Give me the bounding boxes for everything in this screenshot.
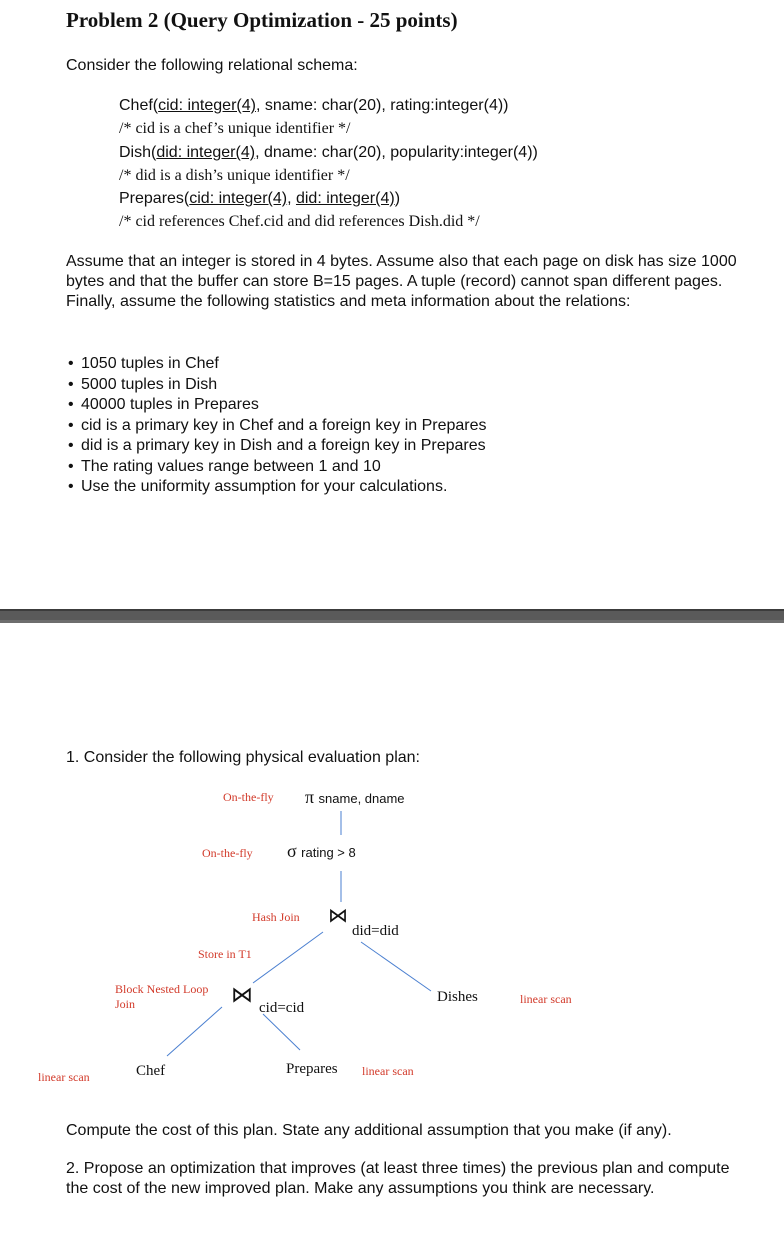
hash-join-symbol: ⋈	[328, 905, 348, 927]
pi-symbol: π	[305, 787, 315, 807]
chef-access-method: linear scan	[38, 1070, 90, 1084]
projection-annotation: On-the-fly	[223, 790, 274, 804]
list-item: • The rating values range between 1 and 10	[66, 457, 487, 478]
prepares-leaf: Prepares	[286, 1061, 338, 1077]
projection-node	[305, 787, 405, 808]
dish-relation-name: Dish(	[119, 144, 157, 161]
chef-relation-name: Chef(	[119, 97, 159, 114]
edge-bnl-chef	[167, 1007, 222, 1056]
question-2: 2. Propose an optimization that improves (at least three times) the previous plan and compute the cost of the new improved plan. Make any assumptions you think are necessary.	[66, 1160, 730, 1197]
prepares-access-method: linear scan	[362, 1064, 414, 1078]
intro-text: Consider the following relational schema:	[66, 57, 358, 74]
hash-join-condition: did=did	[352, 923, 399, 939]
dishes-leaf: Dishes	[437, 989, 478, 1005]
selection-annotation: On-the-fly	[202, 846, 253, 860]
chef-leaf: Chef	[136, 1063, 166, 1079]
hash-join-annotation: Hash Join	[252, 910, 300, 924]
schema-chef-comment: /* cid is a chef’s unique identifier */	[119, 120, 351, 137]
bnl-annotation	[115, 982, 208, 1012]
prepares-key-did: did: integer(4)	[295, 190, 395, 207]
edge-hashjoin-bnl	[253, 932, 323, 983]
edge-bnl-prepares	[263, 1014, 300, 1050]
bnl-join-condition: cid=cid	[259, 1000, 305, 1016]
chef-primary-key: cid: integer(4)	[158, 97, 256, 114]
schema-prepares-comment: /* cid references Chef.cid and did references Dish.did */	[119, 213, 480, 230]
bnl-join-symbol: ⋈	[231, 982, 253, 1007]
problem-title: Problem 2 (Query Optimization - 25 points)	[66, 8, 458, 32]
bnl-label-line2: Join	[115, 997, 136, 1011]
edge-hashjoin-dishes	[361, 942, 431, 991]
list-item: • 5000 tuples in Dish	[66, 375, 487, 396]
selection-node	[287, 841, 356, 862]
assumption-paragraph: Assume that an integer is stored in 4 bytes. Assume also that each page on disk has size 1000 bytes and that the buffer can store B=15 pages. A tuple (record) cannot span different pages. Finally, assume the following statistics and meta information about the relations:	[66, 253, 737, 310]
list-item: • Use the uniformity assumption for your calculations.	[66, 477, 487, 498]
store-annotation: Store in T1	[198, 947, 252, 961]
list-item: • cid is a primary key in Chef and a foreign key in Prepares	[66, 416, 487, 437]
question-1: 1. Consider the following physical evaluation plan:	[66, 749, 420, 766]
projection-attrs: sname, dname	[318, 791, 405, 806]
bnl-label-line1: Block Nested Loop	[115, 982, 209, 996]
prepares-close: )	[394, 190, 401, 207]
dishes-access-method: linear scan	[520, 992, 572, 1006]
selection-condition: rating > 8	[301, 845, 356, 860]
prepares-relation-name: Prepares(	[119, 190, 190, 207]
prepares-key-separator: ,	[287, 190, 296, 207]
prepares-key-cid: cid: integer(4)	[189, 190, 288, 207]
schema-dish-comment: /* did is a dish’s unique identifier */	[119, 167, 350, 184]
compute-cost-text: Compute the cost of this plan. State any additional assumption that you make (if any).	[66, 1122, 672, 1139]
sigma-symbol: σ	[287, 841, 297, 861]
list-item: • 40000 tuples in Prepares	[66, 395, 487, 416]
list-item: • did is a primary key in Dish and a foreign key in Prepares	[66, 436, 487, 457]
dish-attributes: , dname: char(20), popularity:integer(4))	[255, 144, 538, 161]
list-item: • 1050 tuples in Chef	[66, 354, 487, 375]
dish-primary-key: did: integer(4)	[156, 144, 256, 161]
chef-attributes: , sname: char(20), rating:integer(4))	[255, 97, 509, 114]
